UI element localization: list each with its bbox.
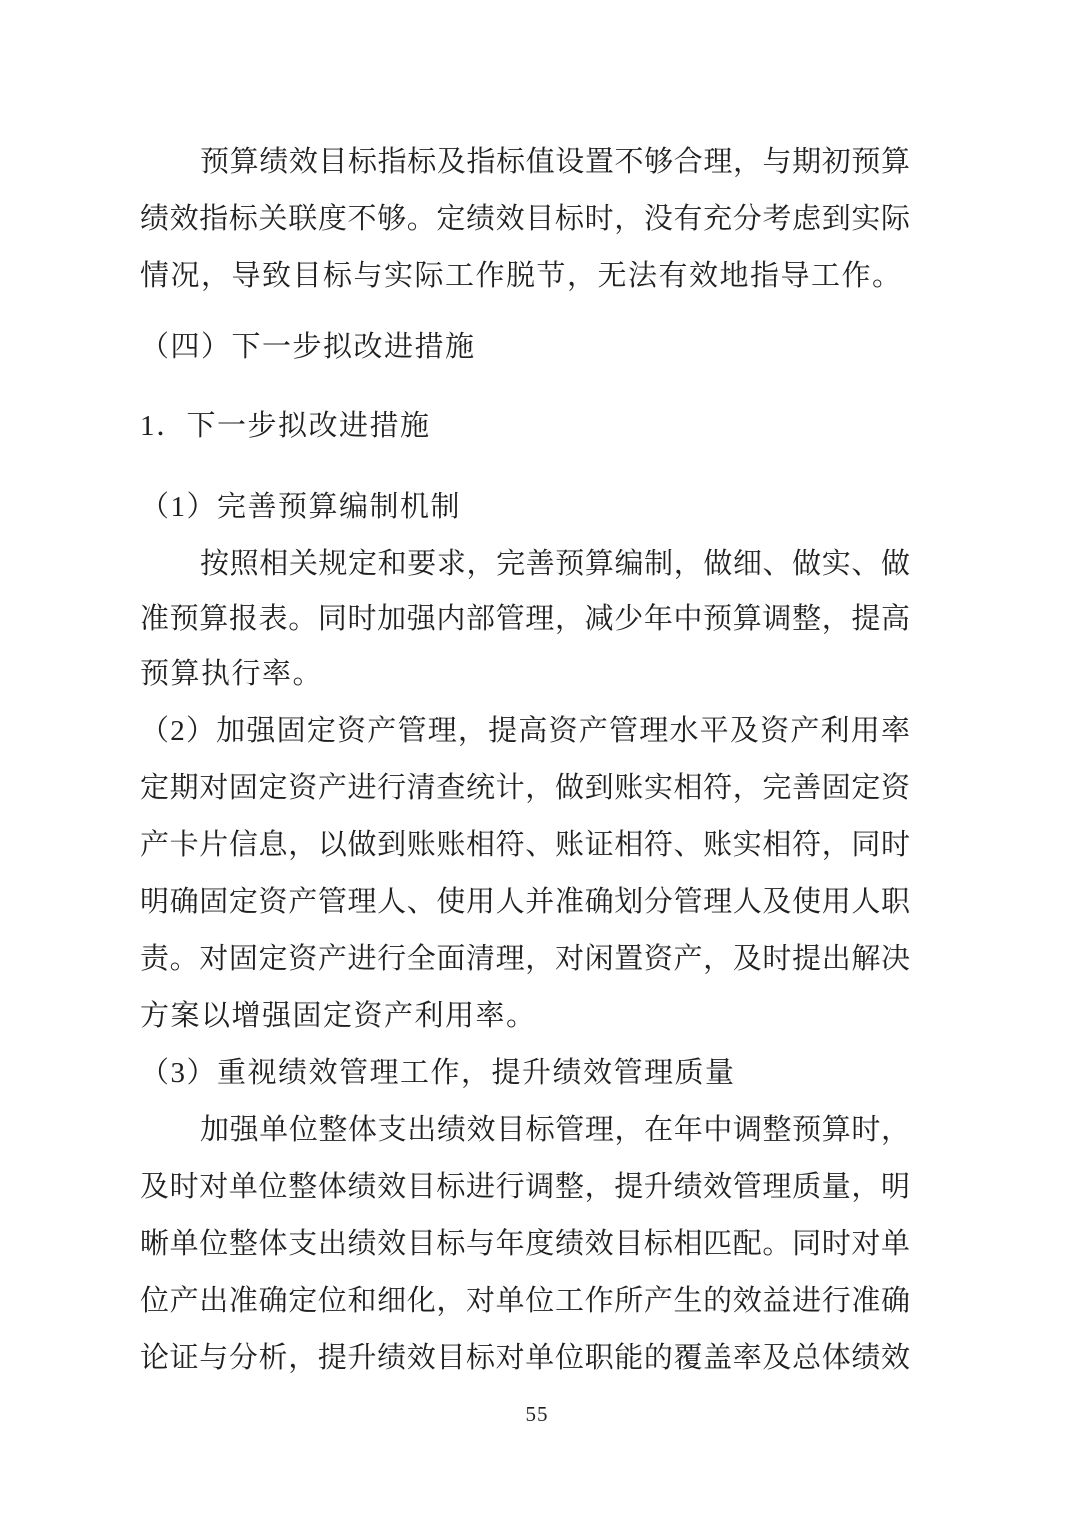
paragraph-line: 产卡片信息，以做到账账相符、账证相符、账实相符，同时 <box>140 829 910 861</box>
section-heading: （1）完善预算编制机制 <box>140 491 462 523</box>
paragraph-line: 及时对单位整体绩效目标进行调整，提升绩效管理质量，明 <box>140 1171 910 1203</box>
paragraph-line: 晰单位整体支出绩效目标与年度绩效目标相匹配。同时对单 <box>140 1228 910 1260</box>
paragraph-line: 情况，导致目标与实际工作脱节，无法有效地指导工作。 <box>140 260 903 292</box>
paragraph-line: 定期对固定资产进行清查统计，做到账实相符，完善固定资 <box>140 772 910 804</box>
paragraph-line: 预算执行率。 <box>140 658 324 690</box>
paragraph-line: 责。对固定资产进行全面清理，对闲置资产，及时提出解决 <box>140 943 910 975</box>
paragraph-line: 论证与分析，提升绩效目标对单位职能的覆盖率及总体绩效 <box>140 1342 910 1374</box>
paragraph-line: 加强单位整体支出绩效目标管理，在年中调整预算时， <box>200 1114 910 1146</box>
page-number: 55 <box>525 1402 549 1426</box>
paragraph-line: 位产出准确定位和细化，对单位工作所产生的效益进行准确 <box>140 1285 910 1317</box>
section-heading: 1．下一步拟改进措施 <box>140 410 431 442</box>
section-heading: （四）下一步拟改进措施 <box>140 331 476 363</box>
paragraph-line: 准预算报表。同时加强内部管理，减少年中预算调整，提高 <box>140 603 910 635</box>
section-heading: （2）加强固定资产管理，提高资产管理水平及资产利用率 <box>140 715 910 747</box>
paragraph-line: 明确固定资产管理人、使用人并准确划分管理人及使用人职 <box>140 886 910 918</box>
paragraph-line: 按照相关规定和要求，完善预算编制，做细、做实、做 <box>200 548 910 580</box>
paragraph-line: 方案以增强固定资产利用率。 <box>140 1000 537 1032</box>
section-heading: （3）重视绩效管理工作，提升绩效管理质量 <box>140 1057 736 1089</box>
paragraph-line: 预算绩效目标指标及指标值设置不够合理，与期初预算 <box>200 146 910 178</box>
paragraph-line: 绩效指标关联度不够。定绩效目标时，没有充分考虑到实际 <box>140 203 910 235</box>
